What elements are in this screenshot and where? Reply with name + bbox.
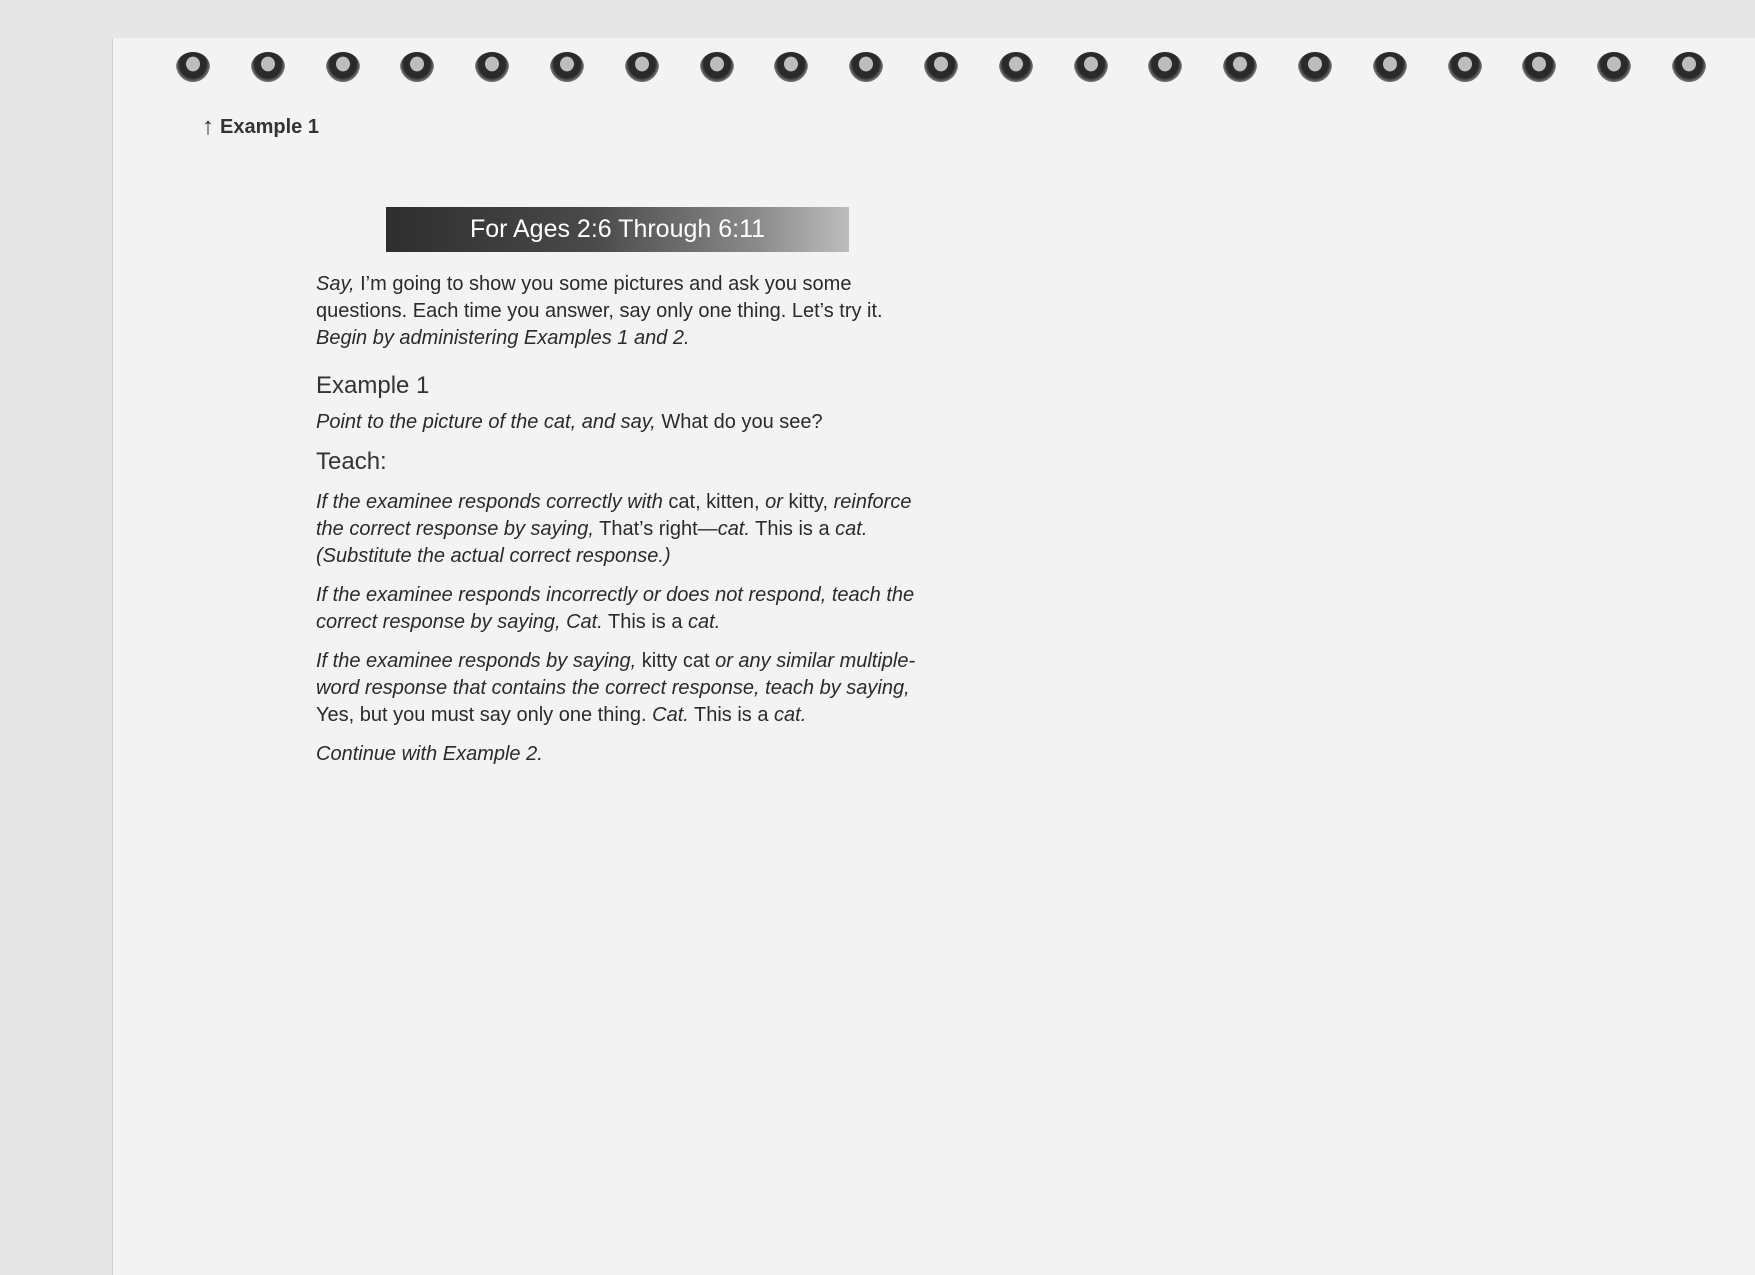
text-run: cat. (Substitute the actual correct response.) [316,518,868,567]
teach-heading: Teach: [316,448,387,475]
back-link-label: Example 1 [220,115,319,138]
binding-ring [774,52,808,82]
banner-title: For Ages 2:6 Through 6:11 [469,215,766,243]
text-run: kitty, [782,491,834,513]
text-run: This is a [749,518,836,540]
teach-paragraph [316,648,936,729]
text-run: What do you see? [655,411,823,433]
back-to-example-1-link[interactable] [202,115,319,139]
text-run: cat. [717,518,750,540]
example-heading: Example 1 [316,372,430,399]
continue-text-label: Continue with Example 2. [316,743,543,765]
binding-ring [400,52,434,82]
intro-paragraph [316,271,936,352]
text-run: Yes, but you must say only one thing. [316,704,653,726]
binding-ring [1522,52,1556,82]
instruction-paragraph [316,409,936,436]
text-run: That’s right— [593,518,718,540]
text-run: kitty cat [636,650,716,672]
binding-ring [924,52,958,82]
binding-ring [1373,52,1407,82]
binding-ring [1223,52,1257,82]
binding-ring [326,52,360,82]
continue-text [316,741,936,768]
text-run: This is a [688,704,775,726]
binding-ring [625,52,659,82]
text-run: or any similar multiple-word response that contains the correct response, teach by saying, [316,650,916,699]
text-run: reinforce the correct response by saying, [316,491,912,540]
teach-paragraph [316,489,936,570]
text-run: cat. [688,611,721,633]
text-run: Cat. [652,704,689,726]
binding-ring [999,52,1033,82]
binding-ring [1148,52,1182,82]
binding-ring [849,52,883,82]
binding-ring [475,52,509,82]
binding-ring [700,52,734,82]
text-run: cat. [774,704,807,726]
binding-ring [550,52,584,82]
spiral-binding [176,52,1716,86]
text-run: This is a [602,611,689,633]
age-range-banner [386,207,849,252]
binding-ring [1298,52,1332,82]
text-run: Begin by administering Examples 1 and 2. [316,327,690,349]
text-run: If the examinee responds correctly with [316,491,663,513]
text-run: Say, [316,273,355,295]
text-run: I’m going to show you some pictures and ask you some questions. Each time you answer, say only one thing. Let’s try it. [316,273,883,322]
binding-ring [1074,52,1108,82]
binding-ring [176,52,210,82]
binding-ring [251,52,285,82]
arrow-up-icon: ↑ [202,113,214,140]
binding-ring [1448,52,1482,82]
text-run: cat, kitten, [662,491,766,513]
binding-ring [1597,52,1631,82]
teach-paragraph [316,582,936,636]
instructions-content [316,271,936,780]
binding-ring [1672,52,1706,82]
text-run: Point to the picture of the cat, and say, [316,411,656,433]
text-run: If the examinee responds by saying, [316,650,637,672]
text-run: If the examinee responds incorrectly or does not respond, teach the correct response by saying, Cat. [316,584,915,633]
text-run: or [765,491,783,513]
